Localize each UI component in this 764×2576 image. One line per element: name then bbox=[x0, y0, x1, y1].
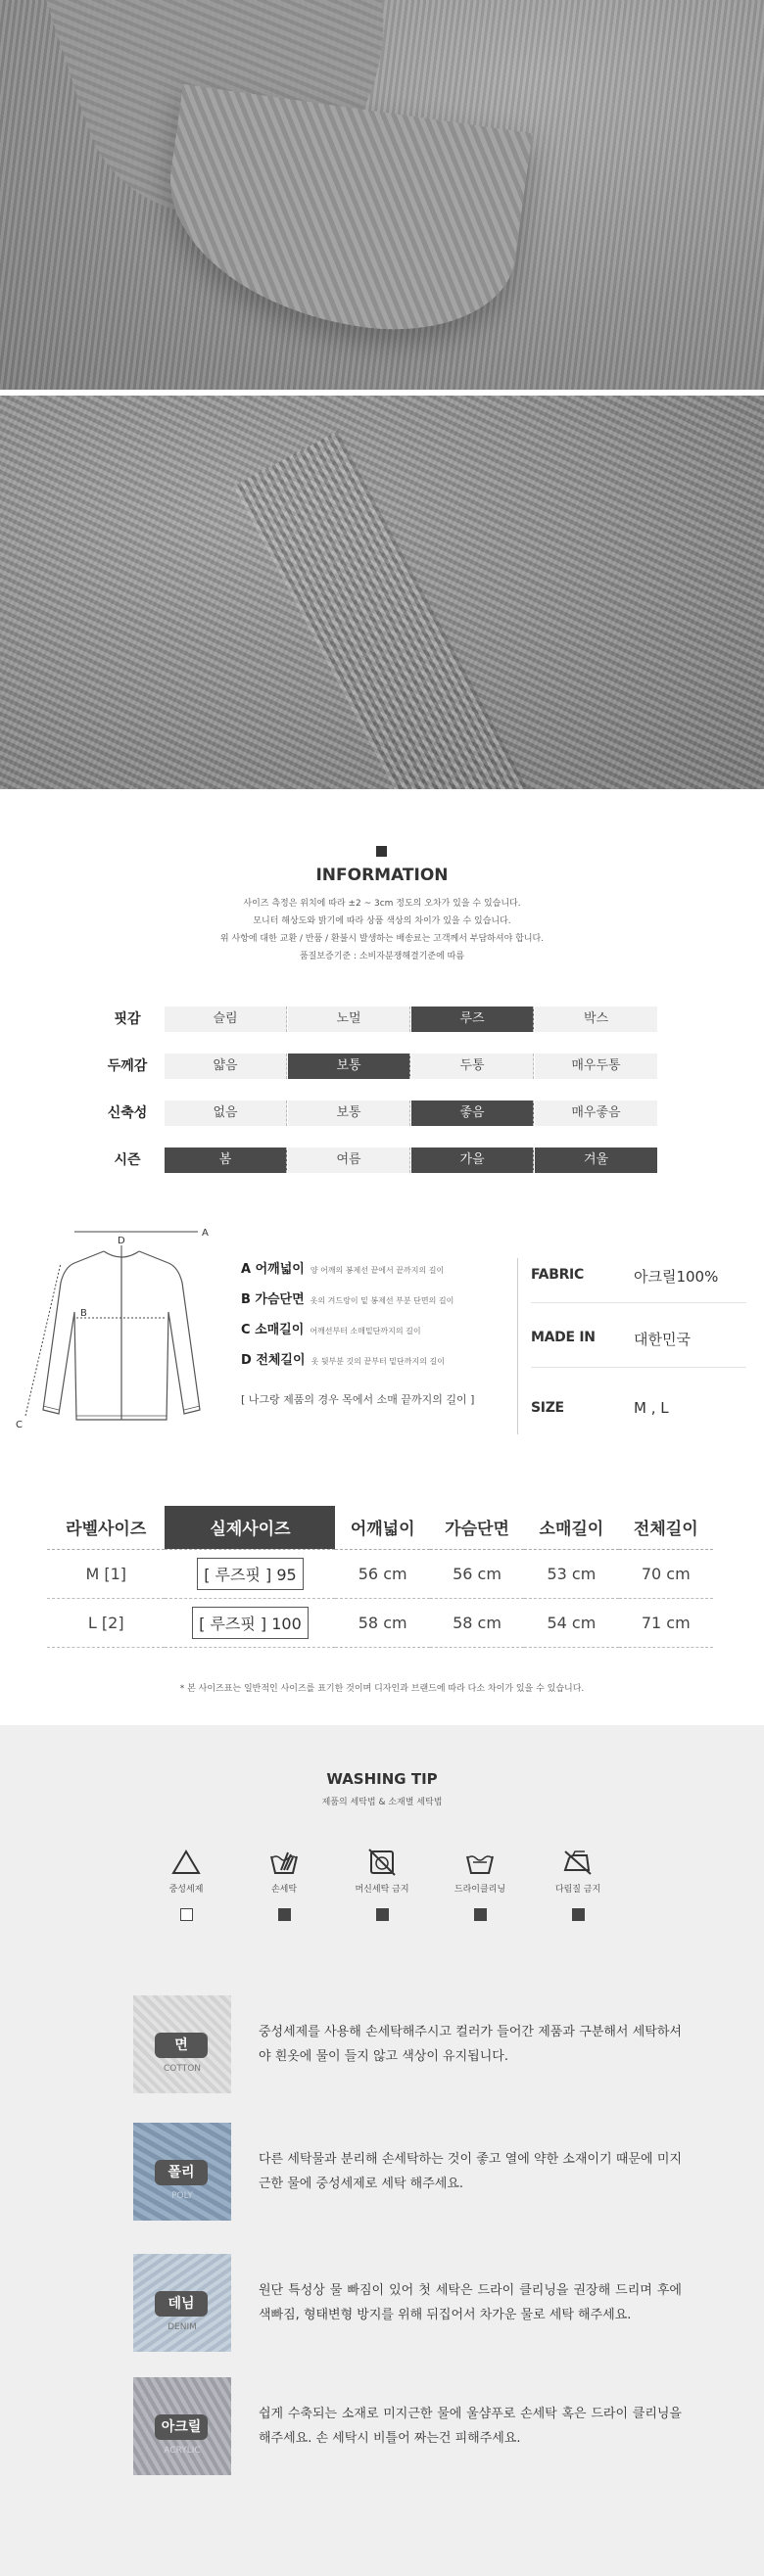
sweater-measurement-diagram bbox=[14, 1224, 229, 1439]
chart-option: 없음 bbox=[165, 1101, 287, 1126]
chart-option: 박스 bbox=[535, 1007, 657, 1032]
hand-wash-icon bbox=[268, 1849, 300, 1876]
wash-checkbox bbox=[474, 1908, 487, 1921]
table-row bbox=[47, 1549, 713, 1598]
chart-row-fit bbox=[88, 1007, 656, 1032]
table-cell: 70 cm bbox=[619, 1549, 713, 1598]
knit-texture-photo bbox=[0, 396, 764, 789]
spec-key-size: SIZE bbox=[531, 1400, 564, 1416]
fabric-row-cotton bbox=[133, 1995, 682, 2093]
chart-option: 보통 bbox=[288, 1054, 410, 1079]
fabric-care-text: 중성세제를 사용해 손세탁해주시고 컬러가 들어간 제품과 구분해서 세탁하셔야 흰옷에 물이 들지 않고 색상이 유지됩니다. bbox=[259, 2025, 682, 2064]
fabric-tag: 데님 bbox=[155, 2291, 208, 2317]
chart-row-season bbox=[88, 1147, 656, 1173]
chart-option: 가을 bbox=[411, 1147, 534, 1173]
information-note: 사이즈 측정은 위치에 따라 ±2 ~ 3cm 정도의 오차가 있을 수 있습니다. bbox=[243, 899, 521, 909]
fabric-row-acrylic bbox=[133, 2377, 682, 2475]
chart-option: 겨울 bbox=[535, 1147, 657, 1173]
information-note: 위 사항에 대한 교환 / 반품 / 환불시 발생하는 배송료는 고객께서 부담하셔야 합니다. bbox=[219, 934, 545, 944]
size-footnote: * 본 사이즈표는 일반적인 사이즈를 표기한 것이며 디자인과 브랜드에 따라 다소 차이가 있을 수 있습니다. bbox=[179, 1684, 585, 1694]
fabric-eng: ACRYLIC bbox=[164, 2446, 201, 2456]
chart-label: 신축성 bbox=[107, 1105, 148, 1121]
diagram-letter-c: C bbox=[16, 1420, 23, 1430]
fit-badge: [ 루즈핏 ] 100 bbox=[192, 1607, 309, 1639]
table-row bbox=[47, 1598, 713, 1647]
wash-item-detergent bbox=[137, 1847, 235, 1925]
table-header: 실제사이즈 bbox=[165, 1506, 335, 1549]
table-cell: 54 cm bbox=[524, 1598, 618, 1647]
divider bbox=[531, 1302, 746, 1303]
table-cell: 58 cm bbox=[430, 1598, 524, 1647]
chart-row-thickness bbox=[88, 1054, 656, 1079]
wash-label: 머신세탁 금지 bbox=[355, 1885, 409, 1895]
wash-checkbox bbox=[572, 1908, 585, 1921]
wash-item-dry-clean bbox=[431, 1847, 529, 1925]
sweater-cuff-photo bbox=[0, 0, 764, 390]
table-cell bbox=[165, 1598, 335, 1647]
knit-rib-detail bbox=[233, 431, 530, 789]
fabric-care-text: 다른 세탁물과 분리해 손세탁하는 것이 좋고 열에 약한 소재이기 때문에 미지근한 물에 중성세제로 세탁 해주세요. bbox=[259, 2152, 682, 2191]
chart-row-stretch bbox=[88, 1101, 656, 1126]
raglan-note: [ 나그랑 제품의 경우 목에서 소매 끝까지의 길이 ] bbox=[241, 1393, 475, 1406]
washing-subtitle: 제품의 세탁법 & 소재별 세탁법 bbox=[321, 1798, 443, 1807]
table-header: 어깨넓이 bbox=[335, 1506, 429, 1549]
triangle-icon bbox=[171, 1849, 201, 1876]
table-header: 가슴단면 bbox=[430, 1506, 524, 1549]
fabric-tag: 아크릴 bbox=[155, 2414, 208, 2440]
legend-chest bbox=[241, 1288, 454, 1309]
chart-option: 매우좋음 bbox=[535, 1101, 657, 1126]
table-cell: 71 cm bbox=[619, 1598, 713, 1647]
table-cell: 53 cm bbox=[524, 1549, 618, 1598]
wash-checkbox bbox=[376, 1908, 389, 1921]
chart-option: 좋음 bbox=[411, 1101, 534, 1126]
table-header: 전체길이 bbox=[619, 1506, 713, 1549]
no-machine-wash-icon bbox=[366, 1848, 398, 1877]
diagram-letter-b: B bbox=[80, 1308, 87, 1319]
wash-checkbox bbox=[278, 1908, 291, 1921]
fabric-eng: POLY bbox=[171, 2191, 193, 2201]
dry-clean-icon bbox=[464, 1849, 496, 1876]
fabric-tag: 면 bbox=[155, 2033, 208, 2058]
acrylic-swatch bbox=[133, 2377, 231, 2475]
chart-option: 여름 bbox=[288, 1147, 410, 1173]
divider bbox=[517, 1258, 518, 1434]
sleeve-hem bbox=[153, 84, 532, 347]
legend-sleeve bbox=[241, 1318, 421, 1339]
table-cell: 56 cm bbox=[430, 1549, 524, 1598]
legend-key: A 어깨넓이 bbox=[241, 1262, 305, 1277]
wash-label: 드라이클리닝 bbox=[454, 1885, 506, 1895]
legend-desc: 양 어깨의 봉제선 끝에서 끝까지의 길이 bbox=[310, 1266, 445, 1275]
fabric-care-text: 쉽게 수축되는 소재로 미지근한 물에 울샴푸로 손세탁 혹은 드라이 클리닝을 해주세요. 손 세탁시 비틀어 짜는건 피해주세요. bbox=[259, 2407, 682, 2446]
wash-label: 손세탁 bbox=[270, 1885, 298, 1895]
legend-desc: 옷의 겨드랑이 밑 봉제선 부분 단면의 길이 bbox=[310, 1296, 454, 1305]
spec-key-fabric: FABRIC bbox=[531, 1267, 584, 1283]
diagram-letter-a: A bbox=[202, 1228, 209, 1239]
fabric-care-text: 원단 특성상 물 빠짐이 있어 첫 세탁은 드라이 클리닝을 권장해 드리며 후에 색빠짐, 형태변형 방지를 위해 뒤집어서 차가운 물로 세탁 해주세요. bbox=[259, 2283, 682, 2322]
fabric-eng: DENIM bbox=[167, 2322, 197, 2332]
table-cell: M [1] bbox=[47, 1549, 165, 1598]
chart-label: 두께감 bbox=[107, 1058, 148, 1074]
fabric-eng: COTTON bbox=[163, 2064, 202, 2074]
wash-checkbox bbox=[180, 1908, 193, 1921]
legend-key: B 가슴단면 bbox=[241, 1292, 305, 1307]
information-note: 품질보증기준 : 소비자분쟁해결기준에 따름 bbox=[299, 952, 465, 961]
table-header: 라벨사이즈 bbox=[47, 1506, 165, 1549]
chart-option: 루즈 bbox=[411, 1007, 534, 1032]
cotton-swatch bbox=[133, 1995, 231, 2093]
legend-desc: 어깨선부터 소매밑단까지의 길이 bbox=[310, 1327, 421, 1335]
wash-label: 중성세제 bbox=[168, 1885, 204, 1895]
spec-value-made-in: 대한민국 bbox=[634, 1331, 691, 1348]
poly-swatch bbox=[133, 2123, 231, 2221]
wash-label: 다림질 금지 bbox=[554, 1885, 601, 1895]
diagram-letter-d: D bbox=[118, 1236, 125, 1246]
spec-value-fabric: 아크릴100% bbox=[634, 1268, 719, 1286]
size-table bbox=[47, 1506, 713, 1648]
chart-option: 두통 bbox=[411, 1054, 534, 1079]
chart-option: 슬림 bbox=[165, 1007, 287, 1032]
square-icon bbox=[376, 846, 387, 857]
information-note: 모니터 해상도와 밝기에 따라 상품 색상의 차이가 있을 수 있습니다. bbox=[253, 916, 511, 926]
information-title: INFORMATION bbox=[315, 866, 449, 885]
table-header-row bbox=[47, 1506, 713, 1549]
legend-desc: 옷 뒷부분 깃의 끝부터 밑단까지의 길이 bbox=[310, 1357, 445, 1366]
fabric-tag: 폴리 bbox=[155, 2160, 208, 2185]
legend-shoulder bbox=[241, 1257, 444, 1279]
fit-badge: [ 루즈핏 ] 95 bbox=[197, 1558, 303, 1590]
chart-label: 핏감 bbox=[114, 1011, 141, 1027]
spec-key-made-in: MADE IN bbox=[531, 1330, 596, 1345]
legend-key: D 전체길이 bbox=[241, 1353, 306, 1368]
table-cell: 56 cm bbox=[335, 1549, 429, 1598]
fabric-row-denim bbox=[133, 2254, 682, 2352]
chart-option: 노멀 bbox=[288, 1007, 410, 1032]
chart-option: 매우두통 bbox=[535, 1054, 657, 1079]
fabric-row-poly bbox=[133, 2123, 682, 2221]
no-iron-icon bbox=[561, 1849, 595, 1876]
legend-key: C 소매길이 bbox=[241, 1323, 305, 1337]
chart-option: 얇음 bbox=[165, 1054, 287, 1079]
wash-item-no-iron bbox=[529, 1847, 627, 1925]
chart-option: 보통 bbox=[288, 1101, 410, 1126]
wash-item-hand-wash bbox=[235, 1847, 333, 1925]
washing-title: WASHING TIP bbox=[326, 1770, 438, 1788]
information-notes bbox=[0, 895, 764, 965]
table-cell: 58 cm bbox=[335, 1598, 429, 1647]
table-cell bbox=[165, 1549, 335, 1598]
denim-swatch bbox=[133, 2254, 231, 2352]
divider bbox=[531, 1367, 746, 1368]
wash-item-no-machine bbox=[333, 1847, 431, 1925]
chart-label: 시즌 bbox=[114, 1152, 141, 1168]
legend-length bbox=[241, 1348, 445, 1370]
chart-option: 봄 bbox=[165, 1147, 287, 1173]
spec-value-size: M , L bbox=[634, 1399, 669, 1417]
table-header: 소매길이 bbox=[524, 1506, 618, 1549]
table-cell: L [2] bbox=[47, 1598, 165, 1647]
